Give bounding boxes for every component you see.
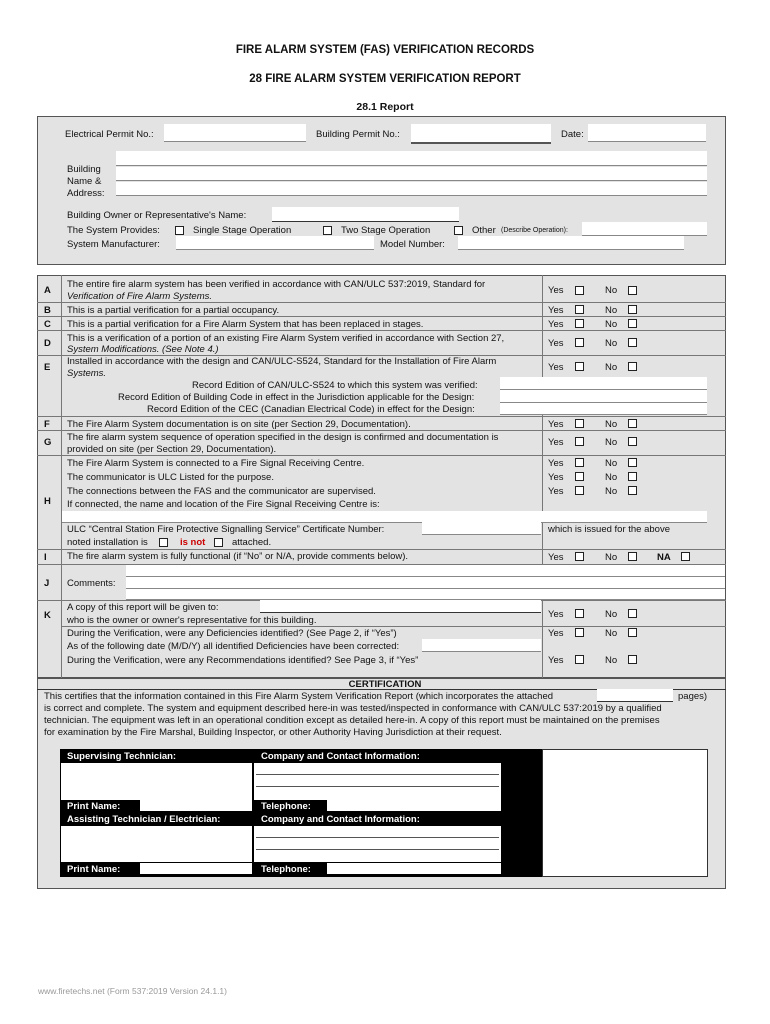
footer-text: www.firetechs.net (Form 537:2019 Version 24.1.1) xyxy=(38,986,227,996)
item-b-yes-checkbox[interactable] xyxy=(575,305,584,314)
noted-installation-label: noted installation is xyxy=(67,537,148,548)
item-a-text: The entire fire alarm system has been verified in accordance with CAN/ULC 537:2019, Standard for xyxy=(67,279,486,290)
assisting-technician-label: Assisting Technician / Electrician: xyxy=(67,814,221,825)
no-label: No xyxy=(605,628,618,639)
owner-label: Building Owner or Representative's Name: xyxy=(67,210,247,221)
address-label: Address: xyxy=(67,188,105,199)
supervising-technician-label: Supervising Technician: xyxy=(67,751,177,762)
supervising-print-name-field[interactable] xyxy=(140,800,252,811)
row-letter: C xyxy=(44,319,51,330)
yes-label: Yes xyxy=(548,458,564,469)
item-h-text: The Fire Alarm System is connected to a Fire Signal Receiving Centre. xyxy=(67,458,365,469)
electrical-permit-label: Electrical Permit No.: xyxy=(65,129,154,140)
is-not-attached-checkbox[interactable] xyxy=(214,538,223,547)
yes-label: Yes xyxy=(548,305,564,316)
comments-label: Comments: xyxy=(67,578,116,589)
recommendations-yes-checkbox[interactable] xyxy=(575,655,584,664)
yes-label: Yes xyxy=(548,437,564,448)
item-g-text-2: provided on site (per Section 29, Documentation). xyxy=(67,444,277,455)
item-e-cec-label: Record Edition of the CEC (Canadian Electrical Code) in effect for the Design: xyxy=(147,404,475,415)
item-a-yes-checkbox[interactable] xyxy=(575,286,584,295)
comments-field-3[interactable] xyxy=(126,589,725,600)
company-line xyxy=(256,849,499,850)
no-label: No xyxy=(605,486,618,497)
item-k-copy-yes-checkbox[interactable] xyxy=(575,609,584,618)
item-e-building-code-label: Record Edition of Building Code in effect in the Jurisdiction applicable for the Design: xyxy=(118,392,475,403)
deficiencies-question: During the Verification, were any Deficiencies identified? (See Page 2, if “Yes”) xyxy=(67,628,397,639)
attached-label: attached. xyxy=(232,537,272,548)
item-h2-yes-checkbox[interactable] xyxy=(575,472,584,481)
row-divider xyxy=(37,302,726,303)
row-letter: K xyxy=(44,610,51,621)
single-stage-checkbox[interactable] xyxy=(175,226,184,235)
row-letter: G xyxy=(44,437,52,448)
report-subtitle: 28.1 Report xyxy=(356,101,414,113)
item-k-text: A copy of this report will be given to: xyxy=(67,602,219,613)
no-label: No xyxy=(605,419,618,430)
other-note: (Describe Operation): xyxy=(501,227,568,234)
yes-label: Yes xyxy=(548,419,564,430)
row-letter: H xyxy=(44,496,51,507)
certification-text-4: for examination by the Fire Marshal, Building Inspector, or other Authority Having Jurisdiction at their request. xyxy=(44,727,502,738)
yes-label: Yes xyxy=(548,472,564,483)
item-d-text-2: System Modifications. (See Note 4.) xyxy=(67,344,219,355)
company-contact-label: Company and Contact Information: xyxy=(261,814,420,825)
row-divider xyxy=(37,430,726,431)
model-field[interactable] xyxy=(458,236,684,250)
item-b-text: This is a partial verification for a partial occupancy. xyxy=(67,305,280,316)
other-operation-field[interactable] xyxy=(582,222,707,236)
assisting-print-name-field[interactable] xyxy=(140,863,252,874)
supervising-tech-signature-field[interactable] xyxy=(61,763,252,800)
form-title: FIRE ALARM SYSTEM (FAS) VERIFICATION RECORDS xyxy=(235,44,535,56)
date-field[interactable] xyxy=(588,124,706,142)
item-e-s524-label: Record Edition of CAN/ULC-S524 to which this system was verified: xyxy=(192,380,478,391)
item-h-text-2: The communicator is ULC Listed for the purpose. xyxy=(67,472,274,483)
item-b-no-checkbox[interactable] xyxy=(628,305,637,314)
telephone-label: Telephone: xyxy=(261,864,311,875)
receiving-centre-field[interactable] xyxy=(62,511,707,523)
owner-field[interactable] xyxy=(272,207,459,222)
corrected-date-label: As of the following date (M/D/Y) all identified Deficiencies have been corrected: xyxy=(67,641,400,652)
no-label: No xyxy=(605,319,618,330)
no-label: No xyxy=(605,472,618,483)
item-k-text-2: who is the owner or owner's representative for this building. xyxy=(67,615,317,626)
item-h3-no-checkbox[interactable] xyxy=(628,486,637,495)
item-a-text-2: Verification of Fire Alarm Systems. xyxy=(67,291,213,302)
no-label: No xyxy=(605,285,618,296)
cec-edition-field[interactable] xyxy=(500,403,707,415)
telephone-label: Telephone: xyxy=(261,801,311,812)
model-label: Model Number: xyxy=(380,239,445,250)
item-i-na-checkbox[interactable] xyxy=(681,552,690,561)
issued-for-label: which is issued for the above xyxy=(548,524,670,535)
print-name-label: Print Name: xyxy=(67,801,121,812)
item-g-yes-checkbox[interactable] xyxy=(575,437,584,446)
item-f-text: The Fire Alarm System documentation is on site (per Section 29, Documentation). xyxy=(67,419,411,430)
pages-label: pages) xyxy=(678,691,708,702)
date-label: Date: xyxy=(561,129,584,140)
item-d-text: This is a verification of a portion of an existing Fire Alarm System verified in accordance with Section 27, xyxy=(67,333,505,344)
two-stage-label: Two Stage Operation xyxy=(341,225,431,236)
row-divider xyxy=(37,330,726,331)
name-label: Name & xyxy=(67,176,102,187)
answer-column-divider xyxy=(542,275,543,678)
recommendations-no-checkbox[interactable] xyxy=(628,655,637,664)
other-operation-checkbox[interactable] xyxy=(454,226,463,235)
building-address-field[interactable] xyxy=(116,167,707,181)
deficiencies-yes-checkbox[interactable] xyxy=(575,628,584,637)
certification-text-3: technician. The equipment was left in an operational condition except as detailed here-in. A copy of this report must be maintained on the premises xyxy=(44,715,660,726)
row-divider xyxy=(37,316,726,317)
other-label: Other xyxy=(472,225,496,236)
company-line xyxy=(256,837,499,838)
row-letter: I xyxy=(44,552,47,563)
corrected-date-field[interactable] xyxy=(422,639,541,652)
item-d-yes-checkbox[interactable] xyxy=(575,338,584,347)
item-i-yes-checkbox[interactable] xyxy=(575,552,584,561)
row-letter: D xyxy=(44,338,51,349)
item-h1-yes-checkbox[interactable] xyxy=(575,458,584,467)
ulc-certificate-label: ULC “Central Station Fire Protective Signalling Service” Certificate Number: xyxy=(67,524,385,535)
item-c-text: This is a partial verification for a Fire Alarm System that has been replaced in stages. xyxy=(67,319,424,330)
assisting-tech-signature-field[interactable] xyxy=(61,826,252,862)
comments-field-2[interactable] xyxy=(126,577,725,589)
na-label: NA xyxy=(657,552,671,563)
certification-heading: CERTIFICATION xyxy=(348,679,422,690)
row-letter: B xyxy=(44,305,51,316)
no-label: No xyxy=(605,362,618,373)
supervising-company-field[interactable] xyxy=(254,763,501,800)
item-e-no-checkbox[interactable] xyxy=(628,362,637,371)
no-label: No xyxy=(605,437,618,448)
signature-stamp-area[interactable] xyxy=(542,749,708,877)
item-f-yes-checkbox[interactable] xyxy=(575,419,584,428)
building-permit-label: Building Permit No.: xyxy=(316,129,400,140)
item-i-text: The fire alarm system is fully functional (if “No” or N/A, provide comments below). xyxy=(67,551,409,562)
building-address-field-2[interactable] xyxy=(116,182,707,196)
company-line xyxy=(256,786,499,787)
item-h-text-3: The connections between the FAS and the communicator are supervised. xyxy=(67,486,376,497)
row-letter: A xyxy=(44,285,51,296)
yes-label: Yes xyxy=(548,655,564,666)
two-stage-checkbox[interactable] xyxy=(323,226,332,235)
yes-label: Yes xyxy=(548,319,564,330)
certification-text-1: This certifies that the information contained in this Fire Alarm System Verification Report (which incorporates the attached xyxy=(44,691,554,702)
yes-label: Yes xyxy=(548,609,564,620)
ulc-certificate-field[interactable] xyxy=(422,521,541,535)
item-h2-no-checkbox[interactable] xyxy=(628,472,637,481)
item-g-no-checkbox[interactable] xyxy=(628,437,637,446)
supervising-telephone-field[interactable] xyxy=(327,800,501,811)
item-d-no-checkbox[interactable] xyxy=(628,338,637,347)
assisting-company-field[interactable] xyxy=(254,826,501,862)
letter-column-divider xyxy=(61,275,62,678)
is-not-label: is not xyxy=(180,537,206,548)
no-label: No xyxy=(605,458,618,469)
yes-label: Yes xyxy=(548,628,564,639)
item-g-text: The fire alarm system sequence of operation specified in the design is confirmed and documentation is xyxy=(67,432,499,443)
yes-label: Yes xyxy=(548,362,564,373)
attached-pages-field[interactable] xyxy=(597,689,673,702)
yes-label: Yes xyxy=(548,486,564,497)
company-contact-label: Company and Contact Information: xyxy=(261,751,420,762)
manufacturer-label: System Manufacturer: xyxy=(67,239,160,250)
row-divider xyxy=(37,549,726,550)
row-letter: J xyxy=(44,578,50,589)
no-label: No xyxy=(605,338,618,349)
manufacturer-field[interactable] xyxy=(176,236,374,250)
no-label: No xyxy=(605,305,618,316)
building-label: Building xyxy=(67,164,101,175)
no-label: No xyxy=(605,609,618,620)
item-e-text-2: Systems. xyxy=(67,368,107,379)
building-code-edition-field[interactable] xyxy=(500,390,707,403)
building-name-field[interactable] xyxy=(116,151,707,166)
row-divider xyxy=(62,626,726,627)
item-a-no-checkbox[interactable] xyxy=(628,286,637,295)
building-permit-field[interactable] xyxy=(411,124,551,144)
report-recipient-field[interactable] xyxy=(260,600,541,613)
no-label: No xyxy=(605,552,618,563)
item-h3-yes-checkbox[interactable] xyxy=(575,486,584,495)
no-label: No xyxy=(605,655,618,666)
item-e-yes-checkbox[interactable] xyxy=(575,362,584,371)
item-e-text: Installed in accordance with the design and CAN/ULC-S524, Standard for the Installation of Fire Alarm xyxy=(67,356,497,367)
single-stage-label: Single Stage Operation xyxy=(193,225,292,236)
item-c-no-checkbox[interactable] xyxy=(628,319,637,328)
report-title: 28 FIRE ALARM SYSTEM VERIFICATION REPORT xyxy=(249,73,521,85)
item-h-text-4: If connected, the name and location of the Fire Signal Receiving Centre is: xyxy=(67,499,380,510)
row-letter: E xyxy=(44,362,51,373)
row-divider xyxy=(37,455,726,456)
row-divider xyxy=(37,416,726,417)
assisting-telephone-field[interactable] xyxy=(327,863,501,874)
recommendations-question: During the Verification, were any Recommendations identified? See Page 3, if “Yes” xyxy=(67,655,419,666)
s524-edition-field[interactable] xyxy=(500,377,707,390)
yes-label: Yes xyxy=(548,285,564,296)
electrical-permit-field[interactable] xyxy=(164,124,306,142)
is-attached-checkbox[interactable] xyxy=(159,538,168,547)
item-i-no-checkbox[interactable] xyxy=(628,552,637,561)
certification-text-2: is correct and complete. The system and equipment described here-in was tested/inspected in conformance with CAN/ULC 537:2019 by a qualified xyxy=(44,703,662,714)
company-line xyxy=(256,774,499,775)
item-k-copy-no-checkbox[interactable] xyxy=(628,609,637,618)
yes-label: Yes xyxy=(548,552,564,563)
system-provides-label: The System Provides: xyxy=(67,225,160,236)
comments-field-1[interactable] xyxy=(126,565,725,577)
item-f-no-checkbox[interactable] xyxy=(628,419,637,428)
print-name-label: Print Name: xyxy=(67,864,121,875)
yes-label: Yes xyxy=(548,338,564,349)
item-h1-no-checkbox[interactable] xyxy=(628,458,637,467)
item-c-yes-checkbox[interactable] xyxy=(575,319,584,328)
row-letter: F xyxy=(44,419,50,430)
deficiencies-no-checkbox[interactable] xyxy=(628,628,637,637)
